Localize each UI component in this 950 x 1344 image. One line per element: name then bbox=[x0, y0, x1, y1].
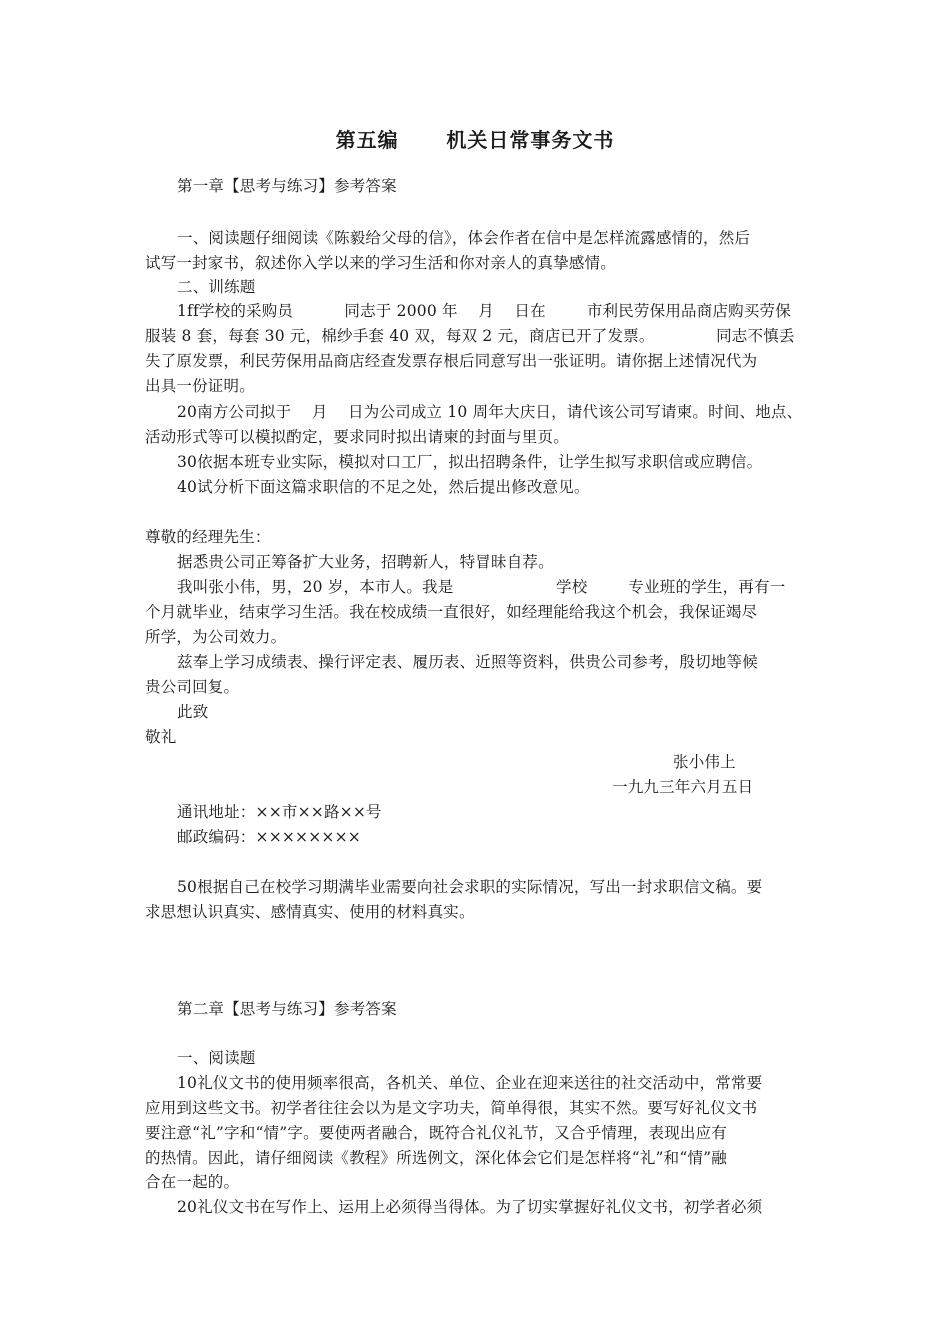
letter-paragraph3-line1: 兹奉上学习成绩表、操行评定表、履历表、近照等资料，供贵公司参考，殷切地等候 bbox=[177, 653, 758, 671]
question4-line1: 40试分析下面这篇求职信的不足之处，然后提出修改意见。 bbox=[177, 478, 590, 496]
chapter2-heading: 第二章【思考与练习】参考答案 bbox=[177, 1000, 397, 1018]
question2-line1: 20南方公司拟于 月 日为公司成立 10 周年大庆日，请代该公司写请柬。时间、地点、 bbox=[177, 403, 803, 421]
question1-line3: 失了原发票，利民劳保用品商店经查发票存根后同意写出一张证明。请你据上述情况代为 bbox=[145, 352, 758, 370]
reading-question-line2: 试写一封家书，叙述你入学以来的学习生活和你对亲人的真挚感情。 bbox=[145, 254, 617, 272]
letter-paragraph3-line2: 贵公司回复。 bbox=[145, 678, 240, 696]
letter-paragraph2-line3: 所学，为公司效力。 bbox=[145, 628, 287, 646]
question1-line2: 服装 8 套，每套 30 元，棉纱手套 40 双，每双 2 元，商店已开了发票。 同志不慎丢 bbox=[145, 327, 795, 345]
letter-postcode: 邮政编码：×××××××× bbox=[177, 828, 361, 846]
letter-closing2: 敬礼 bbox=[145, 728, 177, 746]
chapter2-reading-heading: 一、阅读题 bbox=[177, 1049, 256, 1067]
question5-line2: 求思想认识真实、感情真实、使用的材料真实。 bbox=[145, 903, 475, 921]
question3-line1: 30依据本班专业实际，模拟对口工厂，拟出招聘条件，让学生拟写求职信或应聘信。 bbox=[177, 453, 763, 471]
letter-signature: 张小伟上 bbox=[673, 753, 736, 771]
letter-closing1: 此致 bbox=[177, 703, 209, 721]
page-title: 第五编 机关日常事务文书 bbox=[335, 128, 615, 152]
question1-line4: 出具一份证明。 bbox=[145, 377, 255, 395]
question2-line2: 活动形式等可以模拟酌定，要求同时拟出请柬的封面与里页。 bbox=[145, 428, 569, 446]
letter-paragraph2-line2: 个月就毕业，结束学习生活。我在校成绩一直很好，如经理能给我这个机会，我保证竭尽 bbox=[145, 603, 758, 621]
chapter2-question1-line1: 10礼仪文书的使用频率很高，各机关、单位、企业在迎来送往的社交活动中，常常要 bbox=[177, 1074, 763, 1092]
chapter2-question1-line5: 合在一起的。 bbox=[145, 1173, 240, 1191]
question5-line1: 50根据自己在校学习期满毕业需要向社会求职的实际情况，写出一封求职信文稿。要 bbox=[177, 878, 763, 896]
letter-paragraph1: 据悉贵公司正筹备扩大业务，招聘新人，特冒昧自荐。 bbox=[177, 553, 554, 571]
chapter2-question1-line4: 的热情。因此，请仔细阅读《教程》所选例文，深化体会它们是怎样将“礼”和“情”融 bbox=[145, 1149, 727, 1167]
chapter2-question1-line2: 应用到这些文书。初学者往往会以为是文字功夫，简单得很，其实不然。要写好礼仪文书 bbox=[145, 1099, 758, 1117]
training-heading: 二、训练题 bbox=[177, 278, 256, 296]
letter-paragraph2-line1: 我叫张小伟，男，20 岁，本市人。我是 学校 专业班的学生，再有一 bbox=[177, 578, 786, 596]
chapter2-question2-line1: 20礼仪文书在写作上、运用上必须得当得体。为了切实掌握好礼仪文书，初学者必须 bbox=[177, 1198, 763, 1216]
chapter2-question1-line3: 要注意“礼”字和“情”字。要使两者融合，既符合礼仪礼节，又合乎情理，表现出应有 bbox=[145, 1124, 727, 1142]
reading-question-line1: 一、阅读题仔细阅读《陈毅给父母的信》，体会作者在信中是怎样流露感情的，然后 bbox=[177, 229, 751, 247]
letter-date: 一九九三年六月五日 bbox=[612, 778, 754, 796]
letter-address: 通讯地址：××市××路××号 bbox=[177, 803, 382, 821]
chapter1-heading: 第一章【思考与练习】参考答案 bbox=[177, 177, 397, 195]
letter-salutation: 尊敬的经理先生： bbox=[145, 528, 271, 546]
question1-line1: 1ff学校的采购员 同志于 2000 年 月 日在 市利民劳保用品商店购买劳保 bbox=[177, 302, 791, 320]
